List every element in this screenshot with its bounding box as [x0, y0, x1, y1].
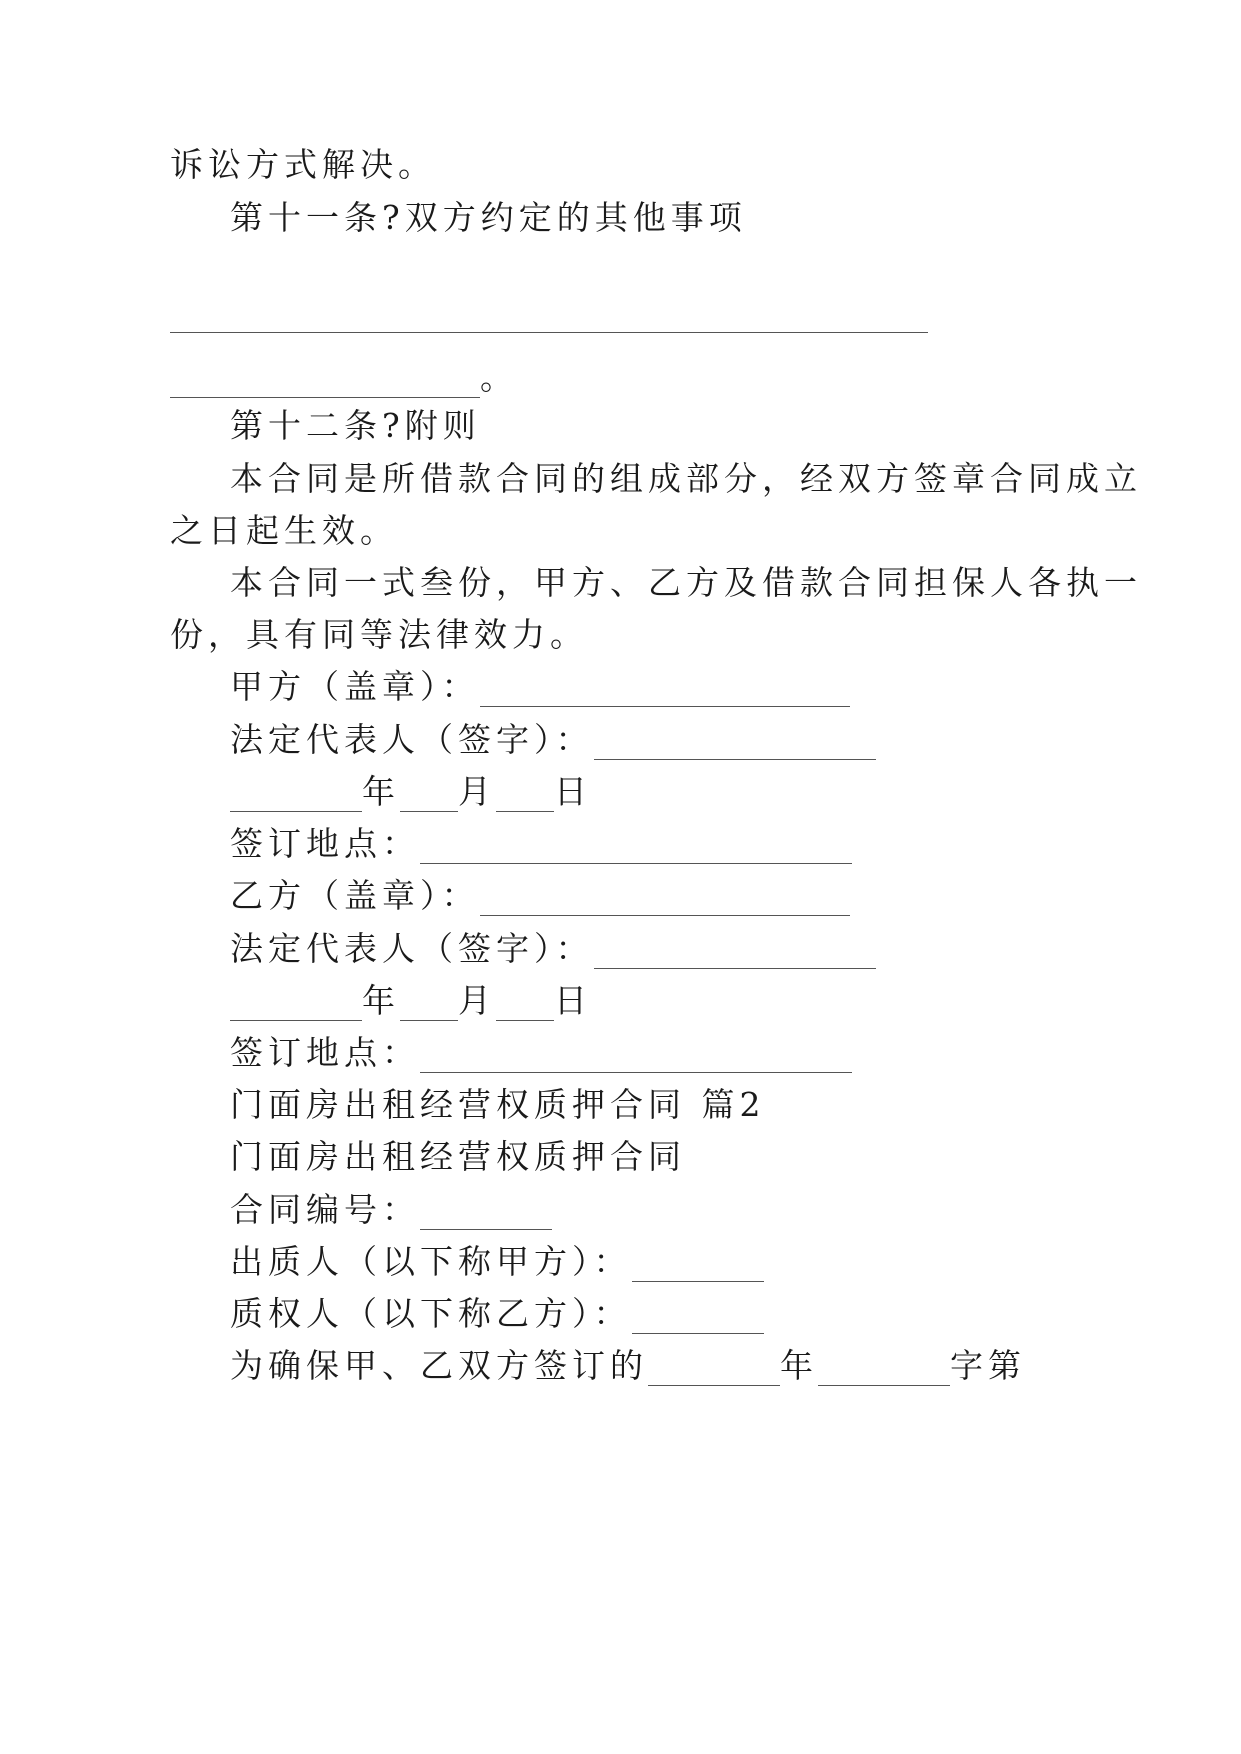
pledgee-field: 质权人（以下称乙方）：: [230, 1294, 764, 1334]
blank-line: [480, 682, 850, 707]
blank-line: [230, 996, 362, 1021]
text-line: 份，具有同等法律效力。: [170, 615, 588, 654]
blank-line: [594, 944, 876, 969]
party-a-representative-field: 法定代表人（签字）：: [230, 720, 876, 760]
party-b-date-field: 年 月 日: [230, 981, 592, 1021]
blank-line: [170, 373, 480, 398]
blank-line: [420, 1048, 852, 1073]
blank-line: [632, 1309, 764, 1334]
blank-line: [420, 1205, 552, 1230]
blank-line: [594, 735, 876, 760]
blank-line: [496, 787, 554, 812]
party-a-date-field: 年 月 日: [230, 772, 592, 812]
text-line: 为确保甲、乙双方签订的 年 字第: [230, 1346, 1026, 1385]
text-line: 之日起生效。: [170, 511, 398, 550]
text-line: 诉讼方式解决。: [170, 145, 436, 184]
party-a-seal-field: 甲方（盖章）：: [230, 667, 850, 707]
blank-line: [818, 1361, 950, 1386]
party-b-signing-place-field: 签订地点：: [230, 1033, 852, 1073]
blank-line: [230, 787, 362, 812]
blank-line: [170, 332, 928, 333]
text-line: 。: [170, 358, 518, 398]
blank-line: [648, 1361, 780, 1386]
blank-line: [632, 1257, 764, 1282]
blank-line: [400, 996, 458, 1021]
text-line: 本合同是所借款合同的组成部分，经双方签章合同成立: [230, 459, 1142, 498]
party-b-representative-field: 法定代表人（签字）：: [230, 929, 876, 969]
blank-line: [400, 787, 458, 812]
party-b-seal-field: 乙方（盖章）：: [230, 876, 850, 916]
blank-line: [496, 996, 554, 1021]
section-heading: 门面房出租经营权质押合同 篇2: [230, 1085, 766, 1124]
blank-line: [480, 891, 850, 916]
contract-number-field: 合同编号：: [230, 1190, 552, 1230]
article-12-heading: 第十二条?附则: [230, 406, 481, 445]
contract-title: 门面房出租经营权质押合同: [230, 1137, 686, 1176]
blank-line: [420, 839, 852, 864]
text-line: 本合同一式叁份，甲方、乙方及借款合同担保人各执一: [230, 563, 1142, 602]
party-a-signing-place-field: 签订地点：: [230, 824, 852, 864]
pledgor-field: 出质人（以下称甲方）：: [230, 1242, 764, 1282]
article-11-heading: 第十一条?双方约定的其他事项: [230, 198, 747, 237]
